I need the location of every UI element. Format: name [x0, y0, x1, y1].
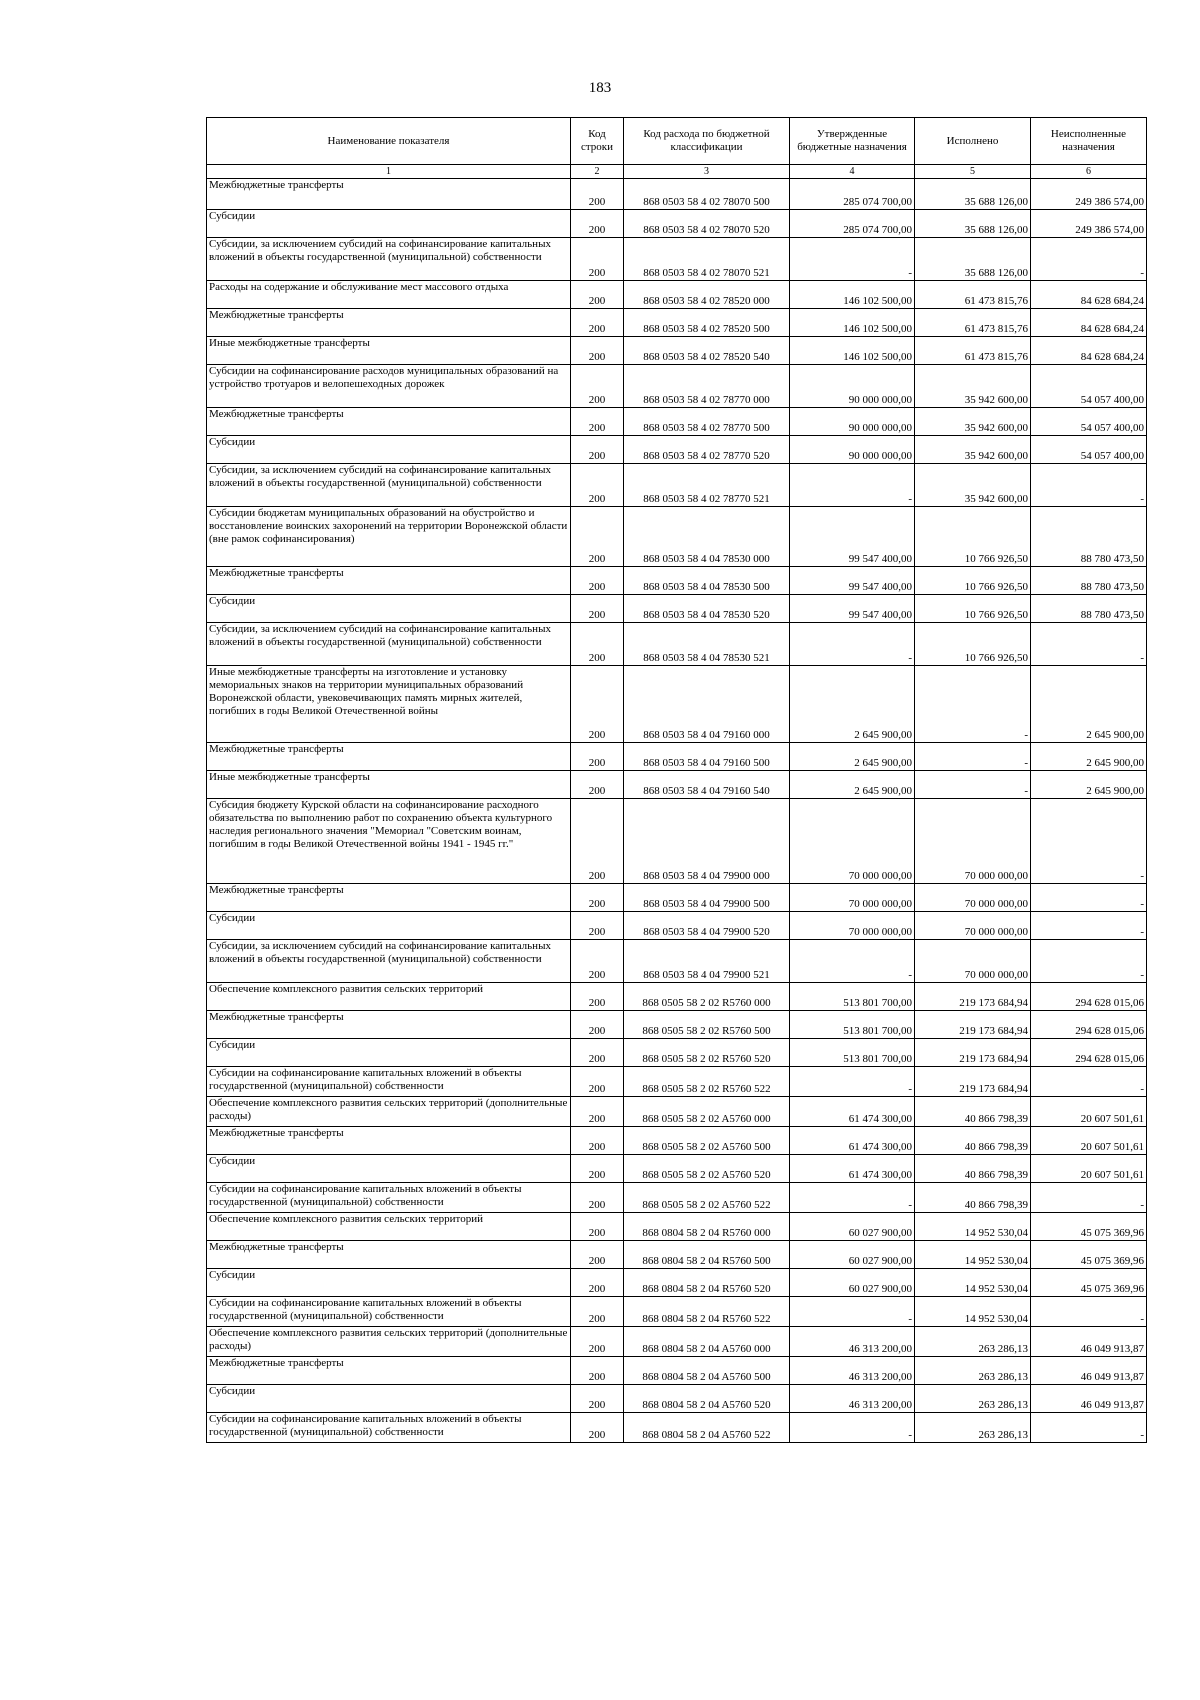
cell-kbk: 868 0503 58 4 02 78770 000: [624, 365, 790, 408]
cell-executed: 61 473 815,76: [915, 309, 1031, 337]
cell-name: Субсидии: [207, 210, 571, 238]
table-row: [207, 436, 1147, 464]
cell-kbk: 868 0503 58 4 02 78770 520: [624, 436, 790, 464]
cell-approved: 70 000 000,00: [790, 884, 915, 912]
cell-name: Межбюджетные трансферты: [207, 884, 571, 912]
cell-unexecuted: 84 628 684,24: [1031, 281, 1147, 309]
cell-kbk: 868 0505 58 2 02 R5760 500: [624, 1011, 790, 1039]
cell-code: 200: [571, 567, 624, 595]
table-row: [207, 1067, 1147, 1097]
cell-unexecuted: 54 057 400,00: [1031, 408, 1147, 436]
cell-code: 200: [571, 1357, 624, 1385]
cell-executed: 219 173 684,94: [915, 1039, 1031, 1067]
column-number: 3: [624, 165, 790, 179]
cell-executed: 219 173 684,94: [915, 1067, 1031, 1097]
table-row: [207, 1183, 1147, 1213]
cell-name: Субсидии: [207, 1385, 571, 1413]
cell-executed: 61 473 815,76: [915, 281, 1031, 309]
cell-name: Межбюджетные трансферты: [207, 1127, 571, 1155]
cell-executed: 263 286,13: [915, 1413, 1031, 1443]
cell-kbk: 868 0503 58 4 02 78520 000: [624, 281, 790, 309]
header-row: [207, 118, 1147, 165]
cell-approved: 46 313 200,00: [790, 1327, 915, 1357]
cell-unexecuted: 2 645 900,00: [1031, 771, 1147, 799]
cell-name: Субсидии, за исключением субсидий на софинансирование капитальных вложений в объекты государственной (муниципальной) собственности: [207, 940, 571, 983]
cell-executed: 219 173 684,94: [915, 1011, 1031, 1039]
cell-kbk: 868 0804 58 2 04 A5760 000: [624, 1327, 790, 1357]
table-row: [207, 1213, 1147, 1241]
cell-code: 200: [571, 623, 624, 666]
table-row: [207, 281, 1147, 309]
cell-code: 200: [571, 771, 624, 799]
cell-unexecuted: 54 057 400,00: [1031, 365, 1147, 408]
table-row: [207, 408, 1147, 436]
cell-code: 200: [571, 1241, 624, 1269]
cell-unexecuted: 84 628 684,24: [1031, 309, 1147, 337]
table-body: [207, 179, 1147, 1443]
table-row: [207, 309, 1147, 337]
cell-code: 200: [571, 1327, 624, 1357]
table-row: [207, 1327, 1147, 1357]
cell-code: 200: [571, 436, 624, 464]
cell-kbk: 868 0503 58 4 04 78530 520: [624, 595, 790, 623]
cell-kbk: 868 0503 58 4 04 79900 521: [624, 940, 790, 983]
cell-code: 200: [571, 1067, 624, 1097]
cell-unexecuted: -: [1031, 912, 1147, 940]
cell-unexecuted: 2 645 900,00: [1031, 743, 1147, 771]
header-executed: Исполнено: [915, 118, 1031, 165]
cell-kbk: 868 0505 58 2 02 A5760 000: [624, 1097, 790, 1127]
column-number: 2: [571, 165, 624, 179]
cell-executed: 219 173 684,94: [915, 983, 1031, 1011]
cell-executed: 35 688 126,00: [915, 179, 1031, 210]
table-row: [207, 507, 1147, 567]
cell-kbk: 868 0505 58 2 02 R5760 000: [624, 983, 790, 1011]
cell-approved: 90 000 000,00: [790, 436, 915, 464]
cell-approved: -: [790, 1067, 915, 1097]
table-row: [207, 1011, 1147, 1039]
table-row: [207, 983, 1147, 1011]
cell-approved: 2 645 900,00: [790, 666, 915, 743]
cell-name: Иные межбюджетные трансферты: [207, 337, 571, 365]
cell-executed: 35 942 600,00: [915, 464, 1031, 507]
table-row: [207, 1413, 1147, 1443]
cell-kbk: 868 0503 58 4 04 78530 500: [624, 567, 790, 595]
cell-approved: 2 645 900,00: [790, 743, 915, 771]
table-row: [207, 1269, 1147, 1297]
cell-code: 200: [571, 884, 624, 912]
cell-name: Субсидии на софинансирование капитальных вложений в объекты государственной (муниципальной) собственности: [207, 1183, 571, 1213]
cell-kbk: 868 0503 58 4 02 78520 500: [624, 309, 790, 337]
cell-unexecuted: 45 075 369,96: [1031, 1269, 1147, 1297]
cell-kbk: 868 0804 58 2 04 R5760 000: [624, 1213, 790, 1241]
cell-executed: 10 766 926,50: [915, 507, 1031, 567]
cell-unexecuted: 46 049 913,87: [1031, 1357, 1147, 1385]
cell-code: 200: [571, 464, 624, 507]
cell-approved: -: [790, 238, 915, 281]
column-number-row: [207, 165, 1147, 179]
cell-code: 200: [571, 595, 624, 623]
cell-name: Субсидии, за исключением субсидий на софинансирование капитальных вложений в объекты государственной (муниципальной) собственности: [207, 464, 571, 507]
cell-executed: 40 866 798,39: [915, 1097, 1031, 1127]
cell-kbk: 868 0503 58 4 02 78070 520: [624, 210, 790, 238]
cell-approved: 99 547 400,00: [790, 567, 915, 595]
cell-unexecuted: -: [1031, 464, 1147, 507]
cell-kbk: 868 0505 58 2 02 A5760 522: [624, 1183, 790, 1213]
cell-name: Субсидии: [207, 1269, 571, 1297]
cell-name: Субсидии на софинансирование расходов муниципальных образований на устройство тротуаров и велопешеходных дорожек: [207, 365, 571, 408]
table-row: [207, 238, 1147, 281]
cell-executed: 40 866 798,39: [915, 1155, 1031, 1183]
cell-code: 200: [571, 281, 624, 309]
cell-kbk: 868 0503 58 4 02 78070 500: [624, 179, 790, 210]
page-number: 183: [588, 80, 612, 96]
cell-kbk: 868 0503 58 4 04 79160 500: [624, 743, 790, 771]
cell-name: Субсидии: [207, 595, 571, 623]
cell-executed: 10 766 926,50: [915, 623, 1031, 666]
cell-kbk: 868 0804 58 2 04 A5760 520: [624, 1385, 790, 1413]
table-row: [207, 666, 1147, 743]
cell-unexecuted: 45 075 369,96: [1031, 1241, 1147, 1269]
cell-kbk: 868 0804 58 2 04 R5760 500: [624, 1241, 790, 1269]
cell-name: Субсидии: [207, 912, 571, 940]
cell-approved: 60 027 900,00: [790, 1213, 915, 1241]
cell-approved: -: [790, 1297, 915, 1327]
cell-name: Межбюджетные трансферты: [207, 743, 571, 771]
cell-name: Межбюджетные трансферты: [207, 567, 571, 595]
cell-kbk: 868 0503 58 4 02 78770 521: [624, 464, 790, 507]
table-row: [207, 567, 1147, 595]
header-code: Код строки: [571, 118, 624, 165]
table-row: [207, 464, 1147, 507]
table-row: [207, 365, 1147, 408]
cell-name: Субсидии на софинансирование капитальных вложений в объекты государственной (муниципальной) собственности: [207, 1297, 571, 1327]
cell-kbk: 868 0503 58 4 02 78070 521: [624, 238, 790, 281]
cell-executed: 14 952 530,04: [915, 1297, 1031, 1327]
cell-name: Обеспечение комплексного развития сельских территорий (дополнительные расходы): [207, 1327, 571, 1357]
cell-unexecuted: 249 386 574,00: [1031, 179, 1147, 210]
cell-approved: 60 027 900,00: [790, 1241, 915, 1269]
cell-code: 200: [571, 365, 624, 408]
cell-code: 200: [571, 799, 624, 884]
cell-unexecuted: -: [1031, 884, 1147, 912]
table-row: [207, 1385, 1147, 1413]
cell-unexecuted: 45 075 369,96: [1031, 1213, 1147, 1241]
cell-unexecuted: 20 607 501,61: [1031, 1097, 1147, 1127]
cell-kbk: 868 0804 58 2 04 A5760 500: [624, 1357, 790, 1385]
cell-executed: -: [915, 666, 1031, 743]
table-row: [207, 912, 1147, 940]
cell-approved: -: [790, 940, 915, 983]
cell-kbk: 868 0505 58 2 02 A5760 520: [624, 1155, 790, 1183]
cell-code: 200: [571, 1213, 624, 1241]
cell-approved: -: [790, 464, 915, 507]
cell-name: Межбюджетные трансферты: [207, 1357, 571, 1385]
cell-executed: 61 473 815,76: [915, 337, 1031, 365]
cell-kbk: 868 0503 58 4 04 79900 000: [624, 799, 790, 884]
cell-kbk: 868 0503 58 4 02 78520 540: [624, 337, 790, 365]
cell-code: 200: [571, 1039, 624, 1067]
cell-unexecuted: -: [1031, 238, 1147, 281]
cell-executed: 70 000 000,00: [915, 799, 1031, 884]
column-number: 4: [790, 165, 915, 179]
cell-code: 200: [571, 1127, 624, 1155]
header-unexecuted: Неисполненные назначения: [1031, 118, 1147, 165]
cell-approved: 513 801 700,00: [790, 1039, 915, 1067]
cell-unexecuted: -: [1031, 623, 1147, 666]
cell-kbk: 868 0503 58 4 04 78530 521: [624, 623, 790, 666]
table-row: [207, 940, 1147, 983]
cell-unexecuted: 88 780 473,50: [1031, 595, 1147, 623]
table-row: [207, 1097, 1147, 1127]
cell-unexecuted: 88 780 473,50: [1031, 567, 1147, 595]
cell-kbk: 868 0804 58 2 04 A5760 522: [624, 1413, 790, 1443]
cell-unexecuted: 54 057 400,00: [1031, 436, 1147, 464]
cell-code: 200: [571, 983, 624, 1011]
table-row: [207, 210, 1147, 238]
cell-name: Субсидии: [207, 1039, 571, 1067]
cell-executed: 10 766 926,50: [915, 567, 1031, 595]
cell-executed: 35 942 600,00: [915, 408, 1031, 436]
table-row: [207, 1039, 1147, 1067]
cell-name: Межбюджетные трансферты: [207, 179, 571, 210]
table-row: [207, 595, 1147, 623]
cell-name: Межбюджетные трансферты: [207, 1241, 571, 1269]
cell-executed: 35 688 126,00: [915, 238, 1031, 281]
table-row: [207, 179, 1147, 210]
cell-unexecuted: -: [1031, 1297, 1147, 1327]
cell-executed: 35 942 600,00: [915, 436, 1031, 464]
cell-code: 200: [571, 1297, 624, 1327]
cell-code: 200: [571, 507, 624, 567]
cell-code: 200: [571, 1269, 624, 1297]
table-row: [207, 771, 1147, 799]
cell-kbk: 868 0503 58 4 04 79900 520: [624, 912, 790, 940]
cell-kbk: 868 0503 58 4 02 78770 500: [624, 408, 790, 436]
table-row: [207, 1357, 1147, 1385]
cell-approved: 70 000 000,00: [790, 912, 915, 940]
table-row: [207, 799, 1147, 884]
header-name: Наименование показателя: [207, 118, 571, 165]
cell-code: 200: [571, 179, 624, 210]
cell-approved: 90 000 000,00: [790, 365, 915, 408]
cell-approved: 285 074 700,00: [790, 210, 915, 238]
cell-code: 200: [571, 1011, 624, 1039]
cell-code: 200: [571, 1097, 624, 1127]
cell-kbk: 868 0505 58 2 02 A5760 500: [624, 1127, 790, 1155]
cell-approved: -: [790, 1413, 915, 1443]
cell-approved: 99 547 400,00: [790, 595, 915, 623]
cell-executed: 263 286,13: [915, 1357, 1031, 1385]
cell-kbk: 868 0804 58 2 04 R5760 522: [624, 1297, 790, 1327]
cell-approved: 61 474 300,00: [790, 1127, 915, 1155]
cell-approved: -: [790, 623, 915, 666]
cell-executed: 40 866 798,39: [915, 1183, 1031, 1213]
cell-code: 200: [571, 1183, 624, 1213]
cell-unexecuted: -: [1031, 1067, 1147, 1097]
cell-unexecuted: 84 628 684,24: [1031, 337, 1147, 365]
cell-approved: 90 000 000,00: [790, 408, 915, 436]
cell-unexecuted: -: [1031, 940, 1147, 983]
cell-name: Иные межбюджетные трансферты на изготовление и установку мемориальных знаков на территории муниципальных образований Воронежской области, увековечивающих память мирных жителей, погибших в годы Великой Отечественной войны: [207, 666, 571, 743]
cell-name: Субсидии на софинансирование капитальных вложений в объекты государственной (муниципальной) собственности: [207, 1067, 571, 1097]
cell-name: Субсидии бюджетам муниципальных образований на обустройство и восстановление воинских захоронений на территории Воронежской области (вне рамок софинансирования): [207, 507, 571, 567]
cell-unexecuted: 20 607 501,61: [1031, 1155, 1147, 1183]
cell-executed: -: [915, 743, 1031, 771]
cell-unexecuted: 46 049 913,87: [1031, 1385, 1147, 1413]
cell-unexecuted: 88 780 473,50: [1031, 507, 1147, 567]
cell-name: Субсидии, за исключением субсидий на софинансирование капитальных вложений в объекты государственной (муниципальной) собственности: [207, 238, 571, 281]
header-approved: Утвержденные бюджетные назначения: [790, 118, 915, 165]
table-row: [207, 1155, 1147, 1183]
column-number: 5: [915, 165, 1031, 179]
cell-code: 200: [571, 238, 624, 281]
cell-kbk: 868 0503 58 4 04 79160 000: [624, 666, 790, 743]
cell-approved: 60 027 900,00: [790, 1269, 915, 1297]
cell-code: 200: [571, 1413, 624, 1443]
cell-approved: 99 547 400,00: [790, 507, 915, 567]
cell-approved: 146 102 500,00: [790, 281, 915, 309]
cell-kbk: 868 0503 58 4 04 79160 540: [624, 771, 790, 799]
cell-unexecuted: -: [1031, 1413, 1147, 1443]
cell-executed: 70 000 000,00: [915, 912, 1031, 940]
cell-name: Обеспечение комплексного развития сельских территорий: [207, 1213, 571, 1241]
cell-unexecuted: -: [1031, 1183, 1147, 1213]
table-row: [207, 1241, 1147, 1269]
cell-executed: 14 952 530,04: [915, 1213, 1031, 1241]
cell-kbk: 868 0503 58 4 04 79900 500: [624, 884, 790, 912]
table-row: [207, 337, 1147, 365]
table-row: [207, 623, 1147, 666]
cell-name: Субсидии на софинансирование капитальных вложений в объекты государственной (муниципальной) собственности: [207, 1413, 571, 1443]
cell-unexecuted: 2 645 900,00: [1031, 666, 1147, 743]
cell-executed: 70 000 000,00: [915, 940, 1031, 983]
cell-name: Обеспечение комплексного развития сельских территорий (дополнительные расходы): [207, 1097, 571, 1127]
cell-unexecuted: 294 628 015,06: [1031, 1039, 1147, 1067]
cell-name: Обеспечение комплексного развития сельских территорий: [207, 983, 571, 1011]
cell-approved: 70 000 000,00: [790, 799, 915, 884]
cell-kbk: 868 0505 58 2 02 R5760 522: [624, 1067, 790, 1097]
cell-executed: 263 286,13: [915, 1385, 1031, 1413]
cell-name: Межбюджетные трансферты: [207, 408, 571, 436]
cell-executed: 70 000 000,00: [915, 884, 1031, 912]
cell-code: 200: [571, 1155, 624, 1183]
cell-approved: 61 474 300,00: [790, 1097, 915, 1127]
cell-code: 200: [571, 912, 624, 940]
column-number: 6: [1031, 165, 1147, 179]
cell-name: Субсидии: [207, 436, 571, 464]
budget-execution-table: [206, 117, 1147, 1443]
cell-code: 200: [571, 337, 624, 365]
table-row: [207, 1127, 1147, 1155]
cell-approved: -: [790, 1183, 915, 1213]
cell-executed: 35 688 126,00: [915, 210, 1031, 238]
cell-code: 200: [571, 940, 624, 983]
cell-unexecuted: 46 049 913,87: [1031, 1327, 1147, 1357]
cell-approved: 513 801 700,00: [790, 1011, 915, 1039]
cell-executed: 14 952 530,04: [915, 1269, 1031, 1297]
cell-name: Субсидии: [207, 1155, 571, 1183]
cell-executed: 35 942 600,00: [915, 365, 1031, 408]
cell-unexecuted: 294 628 015,06: [1031, 1011, 1147, 1039]
cell-name: Расходы на содержание и обслуживание мест массового отдыха: [207, 281, 571, 309]
cell-unexecuted: 294 628 015,06: [1031, 983, 1147, 1011]
cell-approved: 61 474 300,00: [790, 1155, 915, 1183]
cell-kbk: 868 0505 58 2 02 R5760 520: [624, 1039, 790, 1067]
cell-code: 200: [571, 743, 624, 771]
cell-name: Иные межбюджетные трансферты: [207, 771, 571, 799]
cell-code: 200: [571, 408, 624, 436]
cell-unexecuted: 249 386 574,00: [1031, 210, 1147, 238]
cell-name: Межбюджетные трансферты: [207, 1011, 571, 1039]
column-number: 1: [207, 165, 571, 179]
cell-code: 200: [571, 309, 624, 337]
cell-approved: 46 313 200,00: [790, 1357, 915, 1385]
cell-approved: 513 801 700,00: [790, 983, 915, 1011]
cell-executed: 40 866 798,39: [915, 1127, 1031, 1155]
cell-executed: -: [915, 771, 1031, 799]
cell-name: Субсидия бюджету Курской области на софинансирование расходного обязательства по выполнению работ по сохранению объекта культурного наследия регионального значения "Мемориал "Советским воинам, погибшим в годы Великой Отечественной войны 1941 - 1945 гг.": [207, 799, 571, 884]
table-row: [207, 743, 1147, 771]
cell-kbk: 868 0804 58 2 04 R5760 520: [624, 1269, 790, 1297]
cell-code: 200: [571, 210, 624, 238]
cell-name: Межбюджетные трансферты: [207, 309, 571, 337]
cell-executed: 10 766 926,50: [915, 595, 1031, 623]
cell-code: 200: [571, 666, 624, 743]
cell-name: Субсидии, за исключением субсидий на софинансирование капитальных вложений в объекты государственной (муниципальной) собственности: [207, 623, 571, 666]
cell-kbk: 868 0503 58 4 04 78530 000: [624, 507, 790, 567]
cell-unexecuted: -: [1031, 799, 1147, 884]
cell-code: 200: [571, 1385, 624, 1413]
cell-unexecuted: 20 607 501,61: [1031, 1127, 1147, 1155]
header-kbk: Код расхода по бюджетной классификации: [624, 118, 790, 165]
cell-approved: 146 102 500,00: [790, 309, 915, 337]
cell-executed: 263 286,13: [915, 1327, 1031, 1357]
table-row: [207, 884, 1147, 912]
table-row: [207, 1297, 1147, 1327]
cell-approved: 285 074 700,00: [790, 179, 915, 210]
cell-approved: 2 645 900,00: [790, 771, 915, 799]
cell-approved: 146 102 500,00: [790, 337, 915, 365]
cell-approved: 46 313 200,00: [790, 1385, 915, 1413]
cell-executed: 14 952 530,04: [915, 1241, 1031, 1269]
